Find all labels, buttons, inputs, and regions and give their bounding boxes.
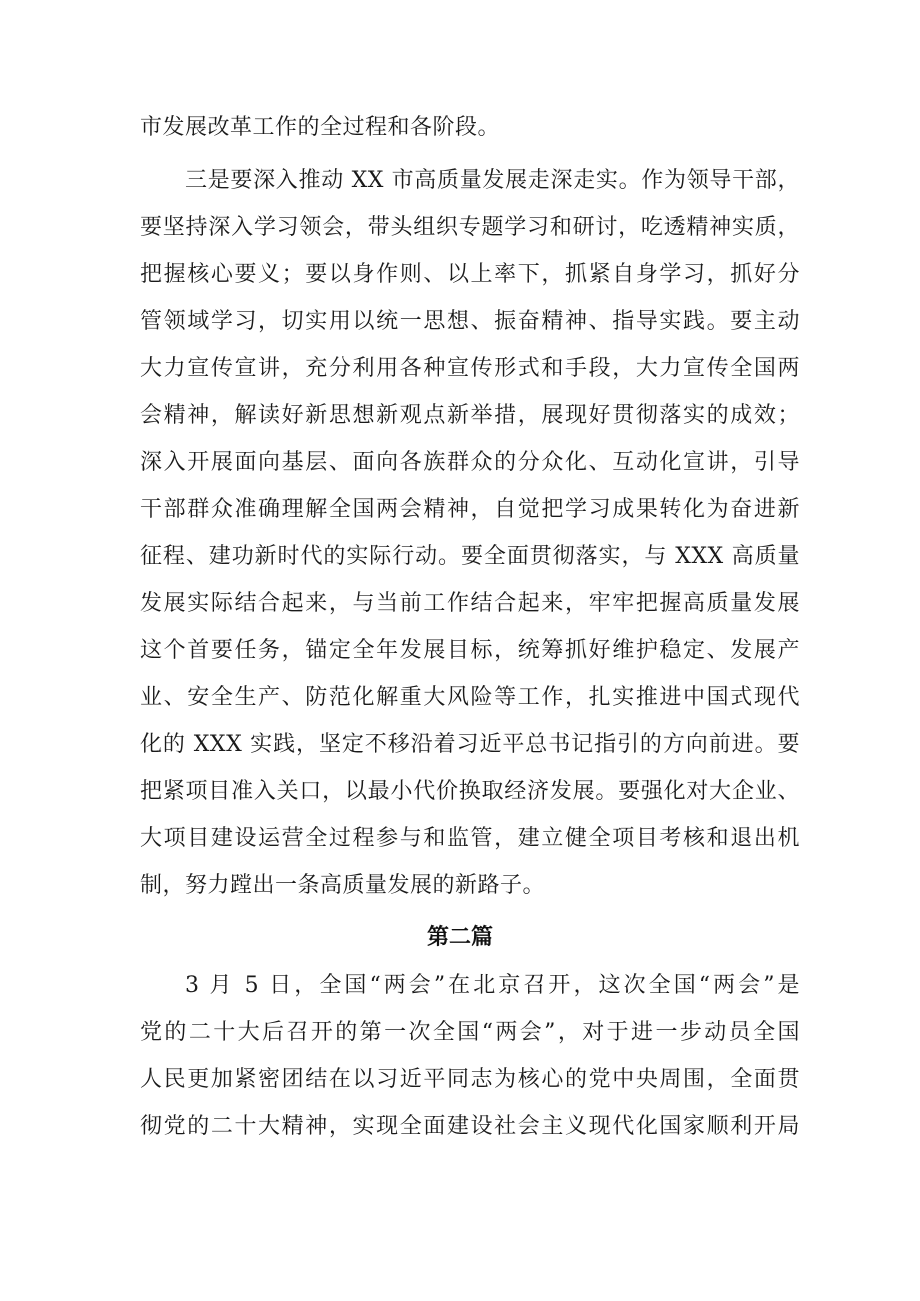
paragraph-line: 会精神，解读好新思想新观点新举措，展现好贯彻落实的成效； [140, 403, 800, 428]
paragraph-line: 彻党的二十大精神，实现全面建设社会主义现代化国家顺利开局 [140, 1114, 800, 1139]
paragraph-line: 要坚持深入学习领会，带头组织专题学习和研讨，吃透精神实质， [140, 215, 800, 240]
paragraph-line: 制，努力蹚出一条高质量发展的新路子。 [140, 873, 546, 898]
paragraph-line: 发展实际结合起来，与当前工作结合起来，牢牢把握高质量发展 [140, 591, 800, 616]
paragraph-line: 管领域学习，切实用以统一思想、振奋精神、指导实践。要主动 [140, 309, 800, 334]
paragraph-line: 业、安全生产、防范化解重大风险等工作，扎实推进中国式现代 [140, 685, 800, 710]
paragraph-line: 三是要深入推动 XX 市高质量发展走深走实。作为领导干部， [185, 168, 800, 193]
paragraph-line: 干部群众准确理解全国两会精神，自觉把学习成果转化为奋进新 [140, 497, 800, 522]
paragraph-line: 人民更加紧密团结在以习近平同志为核心的党中央周围，全面贯 [140, 1067, 800, 1092]
section-heading: 第二篇 [426, 925, 493, 950]
paragraph-line: 化的 XXX 实践，坚定不移沿着习近平总书记指引的方向前进。要 [140, 732, 800, 757]
paragraph-line: 把握核心要义；要以身作则、以上率下，抓紧自身学习，抓好分 [140, 262, 800, 287]
paragraph-line: 3 月 5 日，全国“两会”在北京召开，这次全国“两会”是 [185, 973, 800, 998]
paragraph-line: 这个首要任务，锚定全年发展目标，统筹抓好维护稳定、发展产 [140, 638, 800, 663]
paragraph-line: 大力宣传宣讲，充分利用各种宣传形式和手段，大力宣传全国两 [140, 356, 800, 381]
paragraph-line: 党的二十大后召开的第一次全国“两会”，对于进一步动员全国 [140, 1020, 800, 1045]
paragraph-line: 征程、建功新时代的实际行动。要全面贯彻落实，与 XXX 高质量 [140, 544, 800, 569]
paragraph-line: 市发展改革工作的全过程和各阶段。 [140, 115, 501, 140]
paragraph-line: 深入开展面向基层、面向各族群众的分众化、互动化宣讲，引导 [140, 450, 800, 475]
paragraph-line: 把紧项目准入关口，以最小代价换取经济发展。要强化对大企业、 [140, 779, 800, 804]
paragraph-line: 大项目建设运营全过程参与和监管，建立健全项目考核和退出机 [140, 826, 800, 851]
